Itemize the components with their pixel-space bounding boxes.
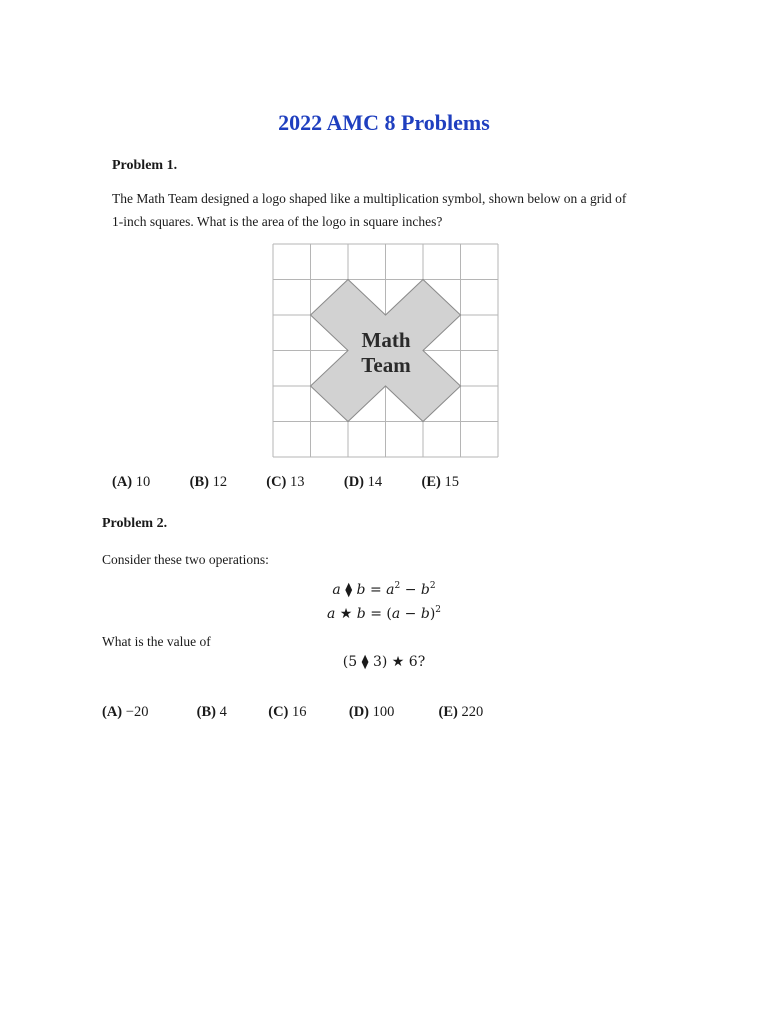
- problem-2-choices: [102, 704, 483, 721]
- choice-d: (D) 100: [348, 704, 395, 720]
- choice-a: (A) 10: [112, 474, 151, 490]
- page-title: 2022 AMC 8 Problems: [278, 110, 490, 135]
- logo-text-math: Math: [361, 328, 411, 352]
- problem-1-choices: [112, 474, 459, 491]
- problem-2-heading: Problem 2.: [102, 516, 168, 531]
- star-operation-definition: a ★ $b = (a - b)^2$: [326, 605, 442, 622]
- choice-e: (E) 15: [421, 474, 459, 490]
- problem-1-line-1: The Math Team designed a logo shaped like a multiplication symbol, shown below on a grid of: [112, 191, 627, 206]
- problem-2-expression: (5 ⧫ 3) ★ 6?: [342, 654, 426, 670]
- choice-b: (B) 4: [196, 704, 227, 720]
- choice-d: (D) 14: [343, 474, 383, 490]
- math-team-logo-figure: [272, 243, 500, 459]
- choice-c: (C) 13: [266, 474, 305, 490]
- diamond-operation-definition: a ⧫ $b = a^2 - b^2$: [332, 581, 436, 598]
- problem-2-question: What is the value of: [102, 634, 211, 649]
- choice-b: (B) 12: [189, 474, 228, 490]
- problem-2-intro: Consider these two operations:: [102, 552, 269, 567]
- choice-c: (C) 16: [268, 704, 307, 720]
- problem-1-statement: [112, 187, 712, 233]
- choice-e: (E) 220: [438, 704, 484, 720]
- problem-1-line-2: 1-inch squares. What is the area of the logo in square inches?: [112, 214, 443, 229]
- logo-text-team: Team: [361, 353, 411, 377]
- choice-a: (A) −20: [102, 704, 149, 720]
- problem-1-heading: Problem 1.: [112, 158, 178, 173]
